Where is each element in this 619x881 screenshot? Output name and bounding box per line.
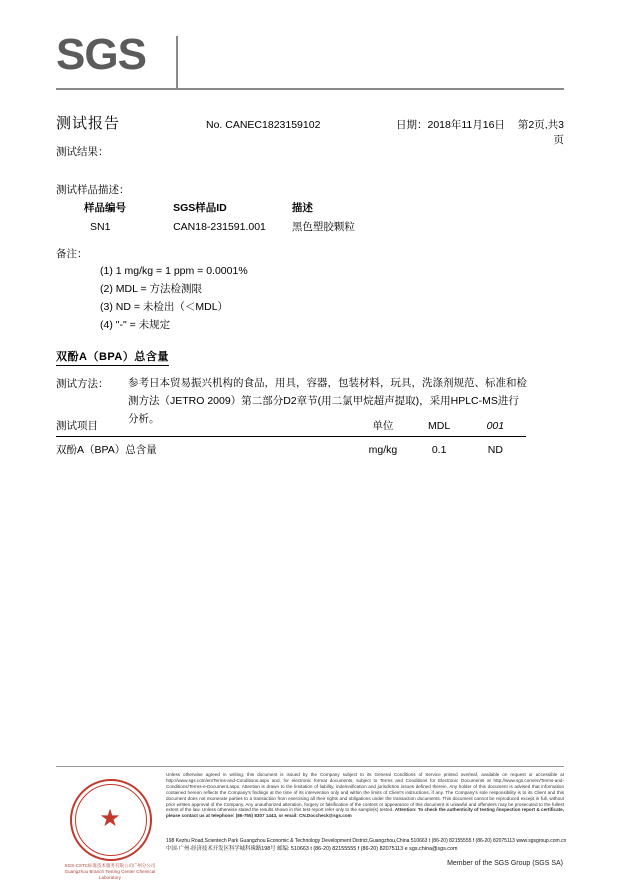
cell-mdl: 0.1: [431, 443, 447, 456]
report-number: No. CANEC1823159102: [206, 119, 321, 131]
column-header-description: 描述: [291, 202, 313, 214]
sample-description-label: 测试样品描述：: [56, 184, 130, 196]
cell-result-value: ND: [487, 443, 503, 456]
title-row: [56, 112, 564, 147]
column-header-mdl: MDL: [414, 418, 465, 437]
page-title: 测试报告: [56, 115, 121, 132]
notes-list: [100, 262, 520, 334]
column-header-sample-001: 001: [465, 418, 526, 437]
notes-label: 备注：: [56, 248, 88, 260]
footer-member-line: Member of the SGS Group (SGS SA): [447, 860, 563, 867]
column-header-unit: 单位: [352, 418, 413, 437]
sgs-logo: [56, 32, 186, 78]
column-header-test-item: 测试项目: [56, 418, 352, 437]
header-rule: [56, 88, 564, 90]
table-row: [56, 437, 526, 458]
logo-divider: [176, 36, 178, 88]
test-method-text: 参考日本贸易振兴机构的食品，用具，容器，包装材料，玩具，洗涤剂规范、标准和检测方法（JETRO 2009）第二部分D2章节(用二氯甲烷超声提取)，采用HPLC-MS进行分析。: [128, 377, 527, 425]
sgs-logo-text: SGS: [56, 30, 146, 79]
test-method-label: 测试方法：: [56, 378, 109, 390]
table-row: [84, 219, 504, 234]
results-label: 测试结果：: [56, 146, 109, 158]
cell-sample-no: SN1: [90, 220, 111, 233]
section-heading-bpa: 双酚A（BPA）总含量: [56, 348, 169, 366]
star-icon: ★: [99, 805, 121, 832]
results-table: [56, 418, 526, 457]
footer-address-cn: 中国·广州·经济技术开发区科学城科珠路198号 邮编: 510663 t (86-20) 82155555 f (86-20) 82075113 e sgs.china@sgs.com: [166, 845, 458, 852]
cell-unit: mg/kg: [368, 443, 398, 456]
table-header-row: [84, 200, 504, 219]
page-indicator: 第2页,共3页: [517, 119, 564, 146]
list-item: (1) 1 mg/kg = 1 ppm = 0.0001%: [100, 265, 248, 277]
footer-address: [166, 838, 567, 853]
footer-rule: [56, 766, 564, 767]
sample-description-table: [84, 200, 504, 234]
cell-description: 黑色塑胶颗粒: [291, 221, 355, 233]
table-header-row: [56, 418, 526, 437]
footer-attention-text: Attention: To check the authenticity of testing /inspection report & certificate, please contact us at telephone: (86-755) 8307 1443, or email: CN.Doccheck@sgs.com: [166, 807, 565, 819]
seal-caption-cn: SGS-CSTC标准技术服务有限公司广州分公司: [64, 863, 156, 868]
cell-sgs-id: CAN18-231591.001: [173, 220, 266, 233]
footer-disclaimer-text: Unless otherwise agreed in writing, this document is issued by the Company subject to its General Conditions of Service printed overleaf, available on request or accessible at http://www.sgs.com/en/Terms-and-Conditions.aspx and, for electronic format documents, subject to Terms and Conditions for Electronic Documents at http://www.sgs.com/en/Terms-and-Conditions/Terms-e-Document.aspx. Attention is drawn to the limitation of liability, indemnification and jurisdiction issues defined therein. Any holder of this document is advised that information contained hereon reflects the Company's findings at the time of its intervention only and within the limits of Client's instructions, if any. The Company's sole responsibility is to its Client and this document does not exonerate parties to a transaction from exercising all their rights and obligations under the transaction documents. This document cannot be reproduced except in full, without prior written approval of the Company. Any unauthorized alteration, forgery or falsification of the content or appearance of this document is unlawful and offenders may be prosecuted to the fullest extent of the law. Unless otherwise stated the results shown in this test report refer only to the sample(s) tested.: [166, 772, 564, 813]
column-header-sgs-id: SGS样品ID: [173, 202, 227, 214]
list-item: (3) ND = 未检出（＜MDL）: [100, 301, 229, 313]
list-item: (2) MDL = 方法检测限: [100, 283, 202, 295]
column-header-sample-no: 样品编号: [84, 202, 126, 214]
company-seal-stamp: [62, 775, 158, 880]
seal-caption-en: Guangzhou Branch Testing Center Chemical Laboratory: [64, 869, 156, 880]
report-date: 日期：2018年11月16日: [396, 119, 505, 131]
cell-test-item: 双酚A（BPA）总含量: [56, 444, 157, 456]
footer-address-en: 198 Kezhu Road,Scientech Park Guangzhou Economic & Technology Development District,Guangzhou,China 510663 t (86-20) 82155555 f (86-20) 82075113 www.sgsgroup.com.cn: [166, 838, 567, 844]
list-item: (4) "-" = 未规定: [100, 319, 171, 331]
footer-disclaimer: [166, 772, 564, 819]
